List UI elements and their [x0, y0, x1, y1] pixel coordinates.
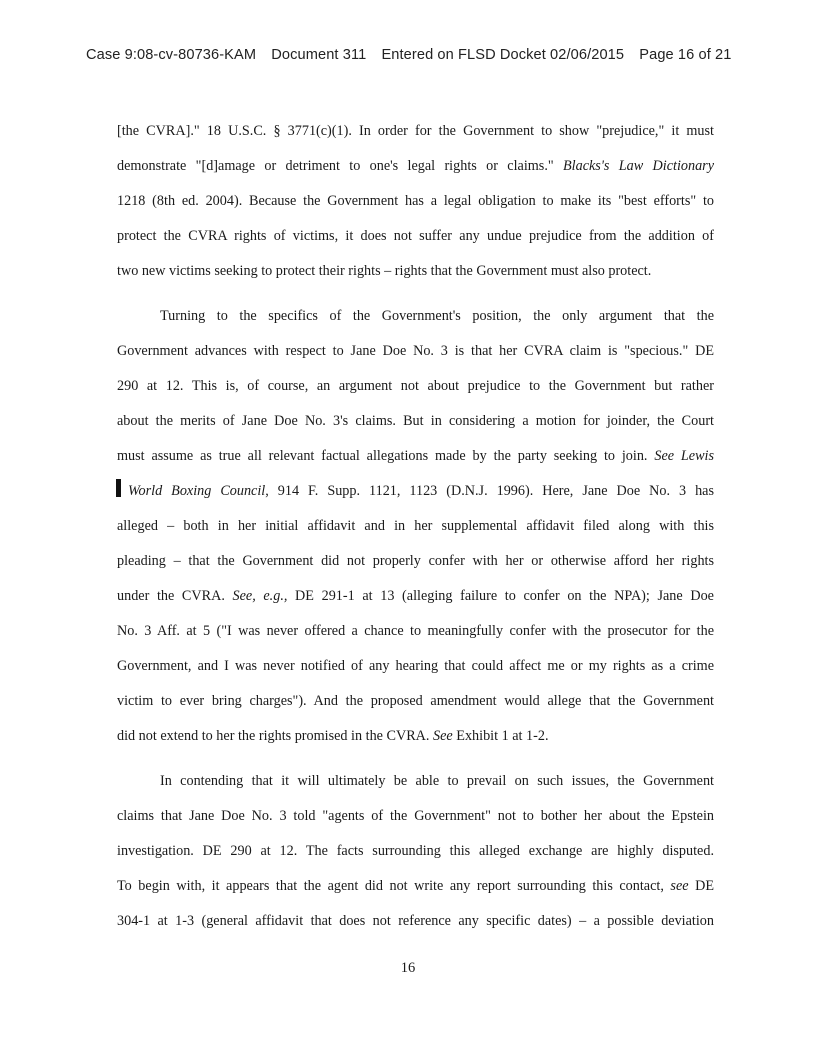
page-number: 16: [400, 960, 416, 976]
body-line: did not extend to her the rights promised in the CVRA. See Exhibit 1 at 1-2.: [117, 728, 549, 744]
body-line: demonstrate "[d]amage or detriment to one's legal rights or claims." Blacks's Law Dictionary: [117, 158, 714, 174]
body-line: 290 at 12. This is, of course, an argument not about prejudice to the Government but rather: [117, 378, 714, 394]
docket-header: [86, 47, 766, 63]
redaction-mark: [116, 479, 121, 497]
body-line: [the CVRA]." 18 U.S.C. § 3771(c)(1). In order for the Government to show "prejudice," it must: [117, 123, 714, 139]
body-line: No. 3 Aff. at 5 ("I was never offered a chance to meaningfully confer with the prosecutor for the: [117, 623, 714, 639]
body-line: claims that Jane Doe No. 3 told "agents of the Government" not to bother her about the Epstein: [117, 808, 714, 824]
document-number: Document 311: [271, 47, 367, 63]
body-line: 1218 (8th ed. 2004). Because the Government has a legal obligation to make its "best efforts" to: [117, 193, 714, 209]
body-line: 304-1 at 1-3 (general affidavit that does not reference any specific dates) – a possible deviation: [117, 913, 714, 929]
body-line: investigation. DE 290 at 12. The facts surrounding this alleged exchange are highly disputed.: [117, 843, 714, 859]
body-line: pleading – that the Government did not properly confer with her or otherwise afford her rights: [117, 553, 714, 569]
body-line: Government, and I was never notified of any hearing that could affect me or my rights as a crime: [117, 658, 714, 674]
page-indicator: Page 16 of 21: [639, 47, 732, 63]
body-line: protect the CVRA rights of victims, it does not suffer any undue prejudice from the addition of: [117, 228, 714, 244]
body-line: must assume as true all relevant factual allegations made by the party seeking to join. See Lewis: [117, 448, 714, 464]
body-line: To begin with, it appears that the agent did not write any report surrounding this contact, see DE: [117, 878, 714, 894]
body-line: two new victims seeking to protect their rights – rights that the Government must also protect.: [117, 263, 652, 279]
body-line: alleged – both in her initial affidavit and in her supplemental affidavit filed along with this: [117, 518, 714, 534]
body-line: Government advances with respect to Jane Doe No. 3 is that her CVRA claim is "specious." DE: [117, 343, 714, 359]
body-line: under the CVRA. See, e.g., DE 291-1 at 13 (alleging failure to confer on the NPA); Jane Doe: [117, 588, 714, 604]
body-line: Turning to the specifics of the Government's position, the only argument that the: [160, 308, 714, 324]
body-line: victim to ever bring charges"). And the proposed amendment would allege that the Government: [117, 693, 714, 709]
body-line: World Boxing Council, 914 F. Supp. 1121, 1123 (D.N.J. 1996). Here, Jane Doe No. 3 has: [128, 483, 714, 499]
case-number: Case 9:08-cv-80736-KAM: [86, 47, 257, 63]
body-line: about the merits of Jane Doe No. 3's claims. But in considering a motion for joinder, the Court: [117, 413, 714, 429]
entered-date: Entered on FLSD Docket 02/06/2015: [381, 47, 625, 63]
body-line: In contending that it will ultimately be able to prevail on such issues, the Government: [160, 773, 714, 789]
